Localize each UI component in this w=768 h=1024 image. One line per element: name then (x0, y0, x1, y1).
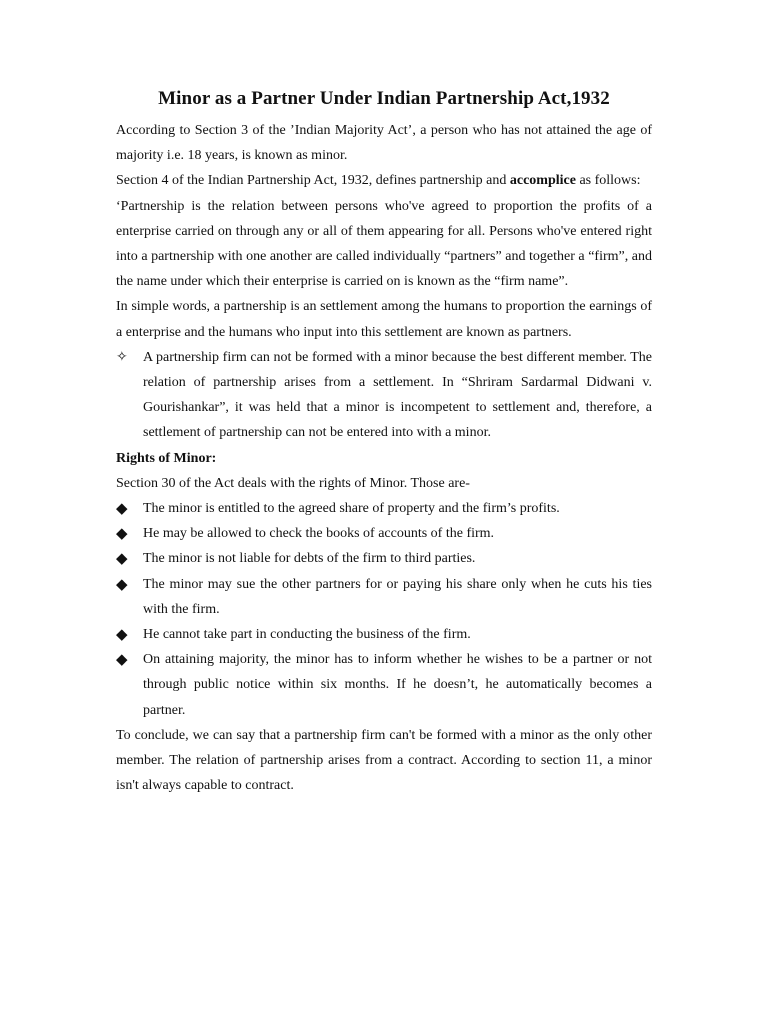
rights-item-text: He may be allowed to check the books of accounts of the firm. (143, 526, 495, 542)
section-4-bold-term: accomplice (509, 173, 576, 189)
star-outline-icon: ✧ (116, 348, 128, 365)
diamond-filled-icon: ◆ (116, 549, 128, 568)
rights-item-text: The minor is entitled to the agreed share of property and the firm’s profits. (143, 501, 560, 517)
rights-item-text: The minor may sue the other partners for or paying his share only when he cuts his ties with the firm. (143, 576, 652, 617)
rights-item-text: On attaining majority, the minor has to inform whether he wishes to be a partner or not through public notice within six months. If he doesn’t, he automatically becomes a partner. (143, 652, 652, 718)
rights-item-text: He cannot take part in conducting the business of the firm. (143, 627, 471, 643)
diamond-filled-icon: ◆ (116, 524, 128, 543)
note-bullet-text: A partnership firm can not be formed with a minor because the best different member. The relation of partnership arises from a settlement. In “Shriram Sardarmal Didwani v. Gourishankar”, it was held that a minor is incompetent to settlement and, therefore, a settlement of partnership can not be entered into with a minor. (143, 349, 652, 441)
list-item (116, 622, 652, 647)
paragraph-majority-act: According to Section 3 of the ’Indian Majority Act’, a person who has not attained the age of majority i.e. 18 years, is known as minor. (116, 123, 652, 164)
section-4-text-start: Section 4 of the Indian Partnership Act, 1932, defines partnership and (116, 173, 510, 189)
rights-heading: Rights of Minor: (116, 450, 217, 466)
list-item (116, 572, 652, 622)
list-item (116, 546, 652, 571)
rights-list (116, 496, 652, 723)
paragraph-simple-words: In simple words, a partnership is an settlement among the humans to proportion the earnings of a enterprise and the humans who input into this settlement are known as partners. (116, 299, 652, 340)
paragraph-section-4 (116, 168, 652, 193)
paragraph-partnership-definition: ‘Partnership is the relation between persons who've agreed to proportion the profits of a enterprise carried on through any or all of them appearing for all. Persons who've entered right into a partnership with one another are called individually “partners” and together a “firm”, and the name under which their enterprise is carried on is known as the “firm name”. (116, 198, 652, 290)
document-title: Minor as a Partner Under Indian Partnership Act,1932 (158, 88, 610, 109)
note-bullet-list (116, 345, 652, 446)
list-item (116, 647, 652, 723)
paragraph-conclusion: To conclude, we can say that a partnership firm can't be formed with a minor as the only other member. The relation of partnership arises from a contract. According to section 11, a minor isn't always capable to contract. (116, 727, 652, 794)
list-item (116, 496, 652, 521)
diamond-filled-icon: ◆ (116, 574, 128, 593)
rights-item-text: The minor is not liable for debts of the firm to third parties. (143, 551, 476, 567)
section-4-text-end: as follows: (575, 173, 641, 189)
rights-intro: Section 30 of the Act deals with the rights of Minor. Those are- (116, 475, 470, 491)
diamond-filled-icon: ◆ (116, 625, 128, 644)
list-item (116, 521, 652, 546)
list-item (116, 345, 652, 446)
diamond-filled-icon: ◆ (116, 499, 128, 518)
diamond-filled-icon: ◆ (116, 650, 128, 669)
